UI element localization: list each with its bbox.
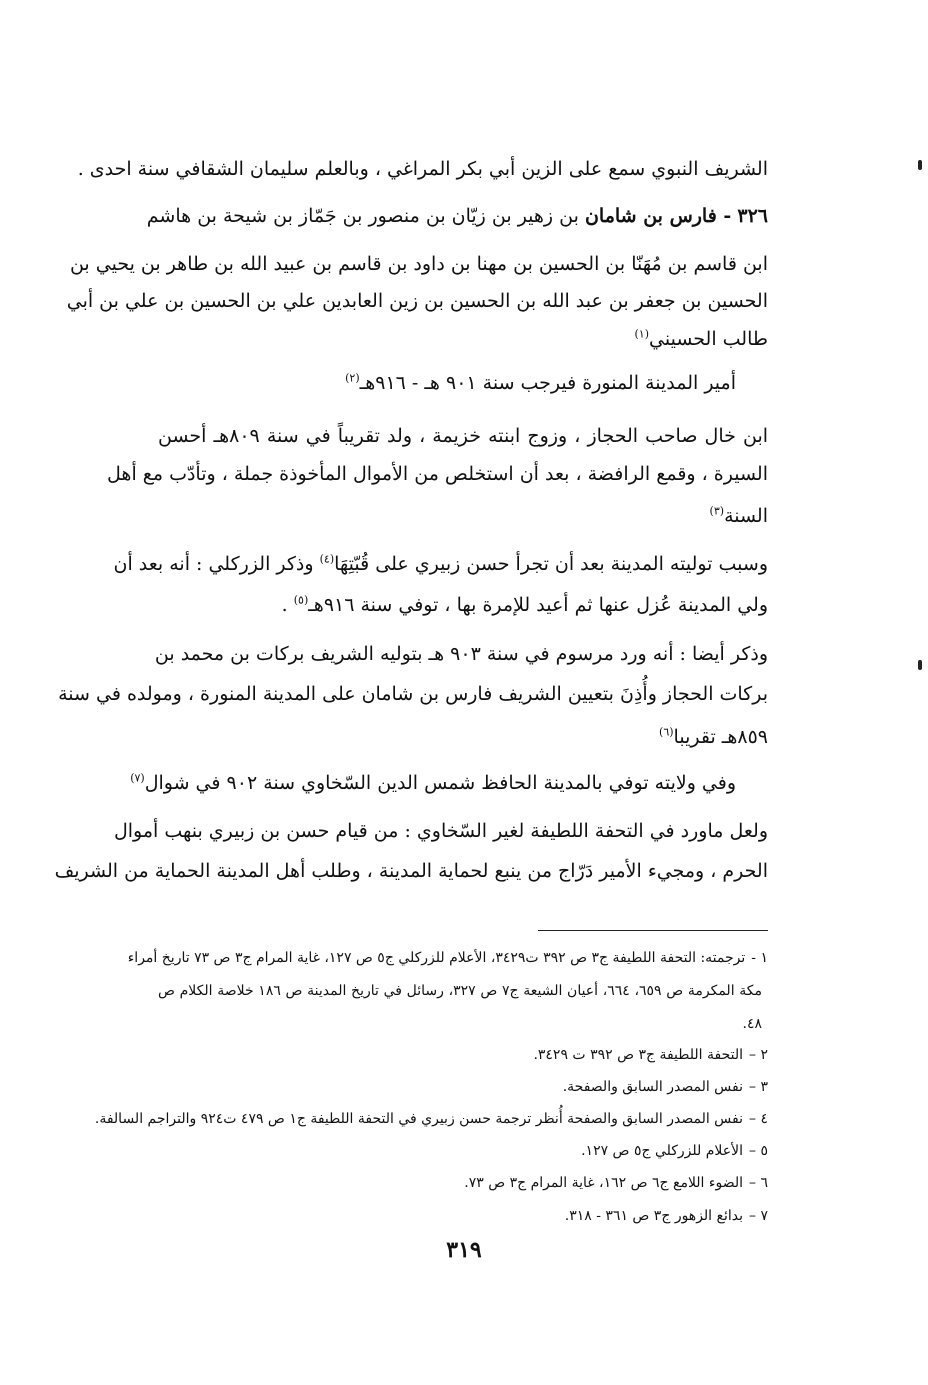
footnote-text: ٤٨. [742, 1016, 762, 1032]
line-text: ولعل ماورد في التحفة اللطيفة لغير السّخاوي : من قيام حسن بن زبيري بنهب أموال [113, 820, 768, 842]
footnote-line [158, 1079, 768, 1096]
entry-heading-line: ٣٢٦ - فارس بن شامان بن زهير بن زيّان بن منصور بن جَمّاز بن شيحة بن هاشم [146, 205, 768, 227]
footnote-text: الضوء اللامع ج٦ ص ١٦٢، غاية المرام ج٣ ص ٧٣. [464, 1175, 744, 1191]
footnote-ref: (٥) [293, 593, 309, 607]
line-text: ابن خال صاحب الحجاز ، وزوج ابنته خزيمة ، ولد تقريباً في سنة ٨٠٩هـ أحسن [158, 425, 769, 447]
entry-number: ٣٢٦ [737, 205, 768, 227]
footnote-line [158, 983, 768, 1000]
line-text: ٨٥٩هـ تقريبا [673, 726, 768, 748]
line-text: وذكر أيضا : أنه ورد مرسوم في سنة ٩٠٣ هـ بتوليه الشريف بركات بن محمد بن [154, 643, 768, 665]
body-line [154, 643, 768, 666]
body-line [158, 726, 768, 749]
footnote-line [94, 1111, 768, 1128]
body-line [113, 820, 768, 843]
footnote-number: ٣ – [749, 1079, 768, 1095]
margin-mark [918, 660, 922, 670]
line-text: أمير المدينة المنورة فيرجب سنة ٩٠١ هـ - ٩١٦هـ [359, 372, 736, 394]
footnote-number: ٧ – [749, 1208, 768, 1224]
line-text: وذكر الزركلي : أنه بعد أن [113, 553, 320, 575]
footnote-text: التحفة اللطيفة ج٣ ص ٣٩٢ ت ٣٤٢٩. [533, 1047, 744, 1063]
footnote-number: ٦ – [749, 1175, 768, 1191]
line-text: السنة [724, 505, 768, 527]
line-text: الحسين بن جعفر بن عبد الله بن الحسين بن زين العابدين علي بن الحسين بن علي بن أبي [66, 290, 768, 312]
footnote-line [158, 1175, 768, 1192]
footnote-text: الأعلام للزركلي ج٥ ص ١٢٧. [581, 1143, 744, 1159]
body-line [158, 425, 768, 448]
body-line [58, 683, 768, 706]
page-number: ٣١٩ [446, 1237, 482, 1263]
footnote-text: ترجمته: التحفة اللطيفة ج٣ ص ٣٩٢ ت٣٤٢٩، الأعلام للزركلي ج٥ ص ١٢٧، غاية المرام ج٣ ص ٧٣ تاريخ أمراء [127, 950, 746, 966]
margin-mark [918, 160, 922, 170]
footnote-text: بدائع الزهور ج٣ ص ٣٦١ - ٣١٨. [564, 1208, 744, 1224]
entry-name: فارس بن شامان [584, 205, 717, 227]
footnote-line [127, 950, 768, 967]
footnote-divider [538, 930, 768, 931]
body-line [77, 158, 768, 181]
footnote-ref: (٢) [345, 371, 360, 385]
line-text: بن زهير بن زيّان بن منصور بن جَمّاز بن شيحة بن هاشم [146, 205, 579, 227]
footnote-text: نفس المصدر السابق والصفحة أُنظر ترجمة حسن زبيري في التحفة اللطيفة ج١ ص ٤٧٩ ت٩٢٤ والتراجم السالفة. [94, 1111, 744, 1127]
body-line [69, 253, 768, 276]
line-text: طالب الحسيني [649, 328, 768, 350]
body-line [158, 328, 768, 351]
footnote-line [158, 1016, 768, 1033]
footnote-text: نفس المصدر السابق والصفحة. [562, 1079, 744, 1095]
line-text: الشريف النبوي سمع على الزين أبي بكر المراغي ، وبالعلم سليمان الشقافي سنة احدى . [77, 158, 768, 180]
footnote-ref: (٧) [130, 771, 145, 785]
line-text: وفي ولايته توفي بالمدينة الحافظ شمس الدين السّخاوي سنة ٩٠٢ في شوال [144, 772, 736, 794]
body-line [126, 372, 736, 395]
footnote-line [158, 1208, 768, 1225]
line-text: الحرم ، ومجيء الأمير دَرّاج من ينبع لحماية المدينة ، وطلب أهل المدينة الحماية من الشريف [54, 860, 768, 882]
body-line [66, 290, 768, 313]
body-line [158, 594, 768, 617]
footnote-line [158, 1143, 768, 1160]
footnote-text: مكة المكرمة ص ٦٥٩، ٦٦٤، أعيان الشيعة ج٧ ص ٣٢٧، رسائل في تاريخ المدينة ص ١٨٦ خلاصة الكلام ص [158, 983, 762, 999]
body-line [107, 463, 768, 486]
body-line [126, 772, 736, 795]
line-text: بركات الحجاز وأُذِنَ بتعيين الشريف فارس بن شامان على المدينة المنورة ، ومولده في سنة [58, 683, 768, 705]
line-text: ابن قاسم بن مُهَنّا بن الحسين بن مهنا بن داود بن قاسم بن عبيد الله بن طاهر بن يحيي بن [69, 253, 768, 275]
footnote-ref: (٣) [709, 504, 725, 518]
line-text: ولي المدينة عُزل عنها ثم أعيد للإمرة بها ، توفي سنة ٩١٦هـ [308, 594, 768, 616]
footnote-number: ١ - [751, 950, 768, 966]
footnote-ref: (٤) [319, 552, 335, 566]
footnote-number: ٤ – [749, 1111, 768, 1127]
footnote-line [158, 1047, 768, 1064]
body-line [113, 552, 768, 576]
footnote-ref: (٦) [659, 725, 674, 739]
line-text: . [281, 594, 294, 616]
body-line [158, 505, 768, 528]
line-text: السيرة ، وقمع الرافضة ، بعد أن استخلص من الأموال المأخوذة جملة ، وتأدّب مع أهل [107, 463, 768, 485]
line-text: وسبب توليته المدينة بعد أن تجرأ حسن زبيري على قُبّتِهَا [334, 553, 768, 575]
footnote-number: ٢ – [749, 1047, 768, 1063]
footnote-ref: (١) [634, 327, 650, 341]
footnote-number: ٥ – [749, 1143, 768, 1159]
body-line [54, 860, 768, 883]
